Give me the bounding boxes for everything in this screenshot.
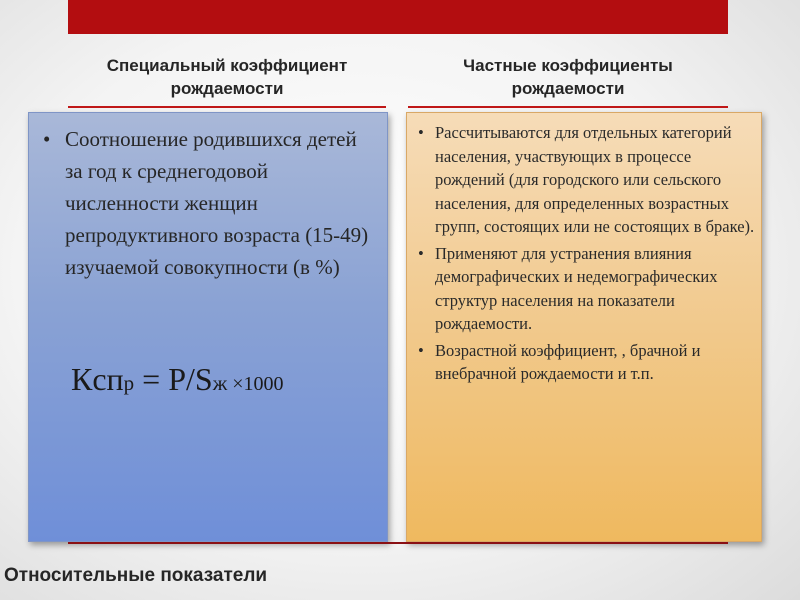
right-bullet-item: • Возрастной коэффициент, , брачной и внебрачной рождаемости и т.п. <box>415 339 757 386</box>
top-accent-bar <box>68 0 728 34</box>
bottom-rule <box>68 542 728 544</box>
formula-lhs-sub: р <box>123 371 135 395</box>
left-heading-rule <box>68 106 386 108</box>
right-heading-line2: рождаемости <box>511 79 625 98</box>
right-content-panel <box>406 112 762 542</box>
left-column-heading <box>66 54 388 100</box>
right-heading-line1: Частные коэффициенты <box>463 56 673 75</box>
left-content-panel <box>28 112 388 542</box>
left-heading-line1: Специальный коэффициент <box>106 56 348 75</box>
slide-footer-title: Относительные показатели <box>4 565 268 586</box>
right-heading-rule <box>408 106 728 108</box>
formula-lhs: Кcп <box>71 361 124 397</box>
left-bullet-list <box>39 123 379 283</box>
left-heading-line2: рождаемости <box>170 79 284 98</box>
right-bullet-list <box>415 121 757 389</box>
right-bullet-item: • Рассчитываются для отдельных категорий населения, участвующих в процессе рождений (для городского или сельского населения, для определенных возрастных групп, состоящих или не состоящих в браке). <box>415 121 757 239</box>
right-bullet-item: • Применяют для устранения влияния демографических и недемографических структур населения на показатели рождаемости. <box>415 242 757 336</box>
birth-rate-formula <box>71 361 284 398</box>
formula-equals: = Р/S <box>134 361 213 397</box>
formula-rhs-sub: ж <box>212 371 228 395</box>
formula-multiplier: ×1000 <box>227 373 284 395</box>
right-column-heading <box>408 54 728 100</box>
left-bullet-item: • Соотношение родившихся детей за год к среднегодовой численности женщин репродуктивного возраста (15-49) изучаемой совокупности (в %) <box>39 123 379 283</box>
